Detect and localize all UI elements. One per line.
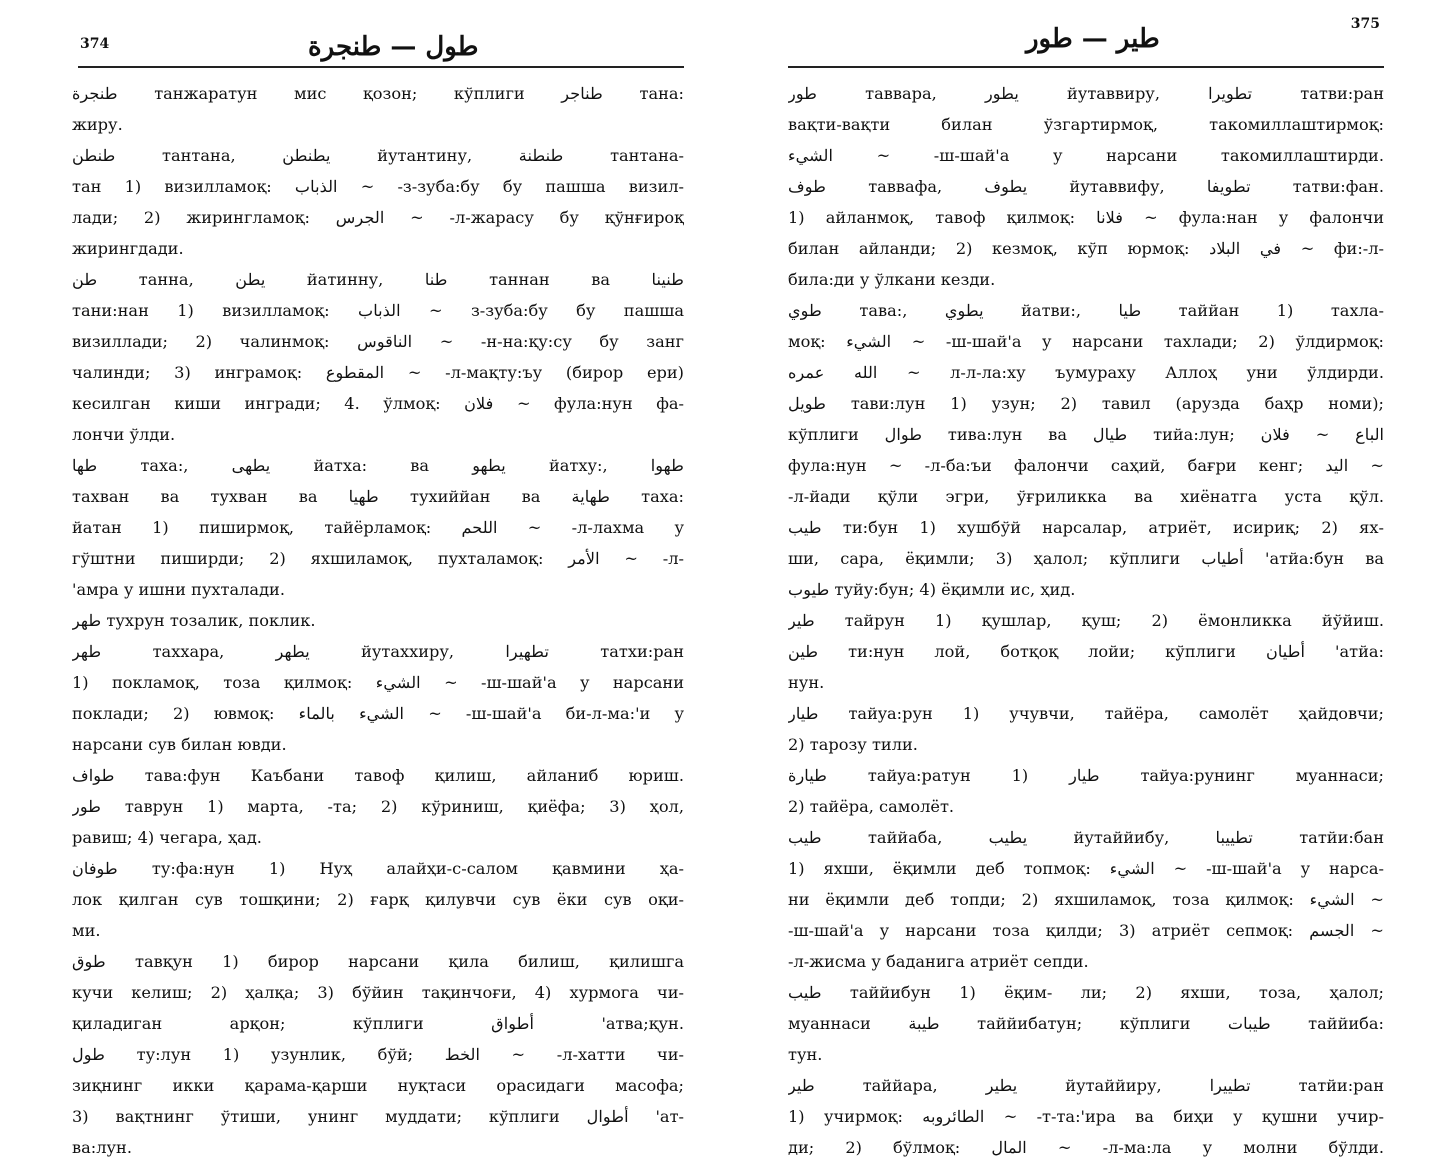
text-line: моқ: الشيء ~ -ш-шай'а у нарсани тахлади; 2) ўлдирмоқ:: [788, 332, 1384, 351]
text-line: -л-йади қўли эгри, ўғриликка ва хиёнатга уста қўл.: [788, 487, 1384, 506]
text-line: الشيء ~ -ш-шай'а у нарсани такомиллаштирди.: [788, 146, 1384, 165]
text-line: طيار тайya:рун 1) учувчи, тайёра, самолёт ҳайдовчи;: [788, 704, 1384, 723]
text-line: 'амра у ишни пухталади.: [72, 580, 285, 599]
text-line: тани:нан 1) визилламоқ: الذباب ~ з-зуба:бу бу пашша: [72, 301, 684, 320]
text-line: фула:нун ~ -л-ба:ъи фалончи саҳий, бағри кенг; اليد ~: [788, 456, 1384, 475]
right-page-header: [788, 14, 1384, 60]
text-line: طيب ти:бун 1) хушбўй нарсалар, атриёт, исириқ; 2) ях-: [788, 518, 1384, 537]
text-line: кесилган киши ингради; 4. ўлмоқ: فلان ~ фула:нун фа-: [72, 394, 684, 413]
text-line: 1) покламоқ, тоза қилмоқ: الشيء ~ -ш-шай'а у нарсани: [72, 673, 684, 692]
text-line: кучи келиш; 2) ҳалқа; 3) бўйин тақинчоғи, 4) хурмога чи-: [72, 983, 684, 1002]
text-line: طير таййара, يطير йутаййиру, تطييرا татйи:ран: [788, 1076, 1384, 1095]
text-line: лончи ўлди.: [72, 425, 176, 444]
text-line: 1) айланмоқ, тавоф қилмоқ: فلانا ~ фула:нан у фалончи: [788, 208, 1384, 227]
left-page-number: 374: [80, 36, 110, 52]
text-line: -л-жисма у баданига атриёт сепди.: [788, 952, 1089, 971]
text-line: визиллади; 2) чалинмоқ: الناقوس ~ -н-на:қу:су бу занг: [72, 332, 684, 351]
text-line: нун.: [788, 673, 825, 692]
text-line: طول ту:лун 1) узунлик, бўй; الخط ~ -л-хатти чи-: [72, 1045, 684, 1064]
text-line: 2) тарозу тили.: [788, 735, 918, 754]
text-line: равиш; 4) чегара, ҳад.: [72, 828, 262, 847]
text-line: гўштни пиширди; 2) яхшиламоқ, пухталамоқ: الأمر ~ -л-: [72, 549, 684, 568]
text-line: жиру.: [72, 115, 123, 134]
text-line: طهر таххара, يطهر йутаххиру, تطهيرا татхи:ран: [72, 642, 684, 661]
text-line: طيب таййибун 1) ёқим- ли; 2) яхши, тоза, ҳалол;: [788, 983, 1384, 1002]
text-line: йатан 1) пиширмоқ, тайёрламоқ: اللحم ~ -л-лахма у: [72, 518, 684, 537]
text-line: ми.: [72, 921, 101, 940]
text-line: лок қилган сув тошқини; 2) ғарқ қилувчи сув ёки сув оқи-: [72, 890, 684, 909]
text-line: طير тайрун 1) қушлар, қуш; 2) ёмонликка йўйиш.: [788, 611, 1384, 630]
text-line: -ш-шай'а у нарсани тоза қилди; 3) атриёт сепмоқ: الجسم ~: [788, 921, 1384, 940]
text-line: طويل тави:лун 1) узун; 2) тавил (арузда баҳр номи);: [788, 394, 1384, 413]
text-line: طهر тухрун тозалик, поклик.: [72, 611, 316, 630]
text-line: طين ти:нун лой, ботқоқ лойи; кўплиги أطيان 'атйа:: [788, 642, 1384, 661]
left-page: [72, 14, 684, 1157]
text-line: вақти-вақти билан ўзгартирмоқ, такомиллаштирмоқ:: [788, 115, 1384, 134]
text-line: тан 1) визилламоқ: الذباب ~ -з-зуба:бу бу пашша визил-: [72, 177, 684, 196]
text-line: 1) яхши, ёқимли деб топмоқ: الشيء ~ -ш-шай'а у нарса-: [788, 859, 1384, 878]
text-line: طيارة тайya:ратун 1) طيار тайya:рунинг муаннаси;: [788, 766, 1384, 785]
text-line: طور таврун 1) марта, -та; 2) кўриниш, қиёфа; 3) ҳол,: [72, 797, 684, 816]
text-line: чалинди; 3) инграмоқ: المقطوع ~ -л-мақту:ъу (бирор ери): [72, 363, 684, 382]
text-line: طوق тавқун 1) бирор нарсани қила билиш, қилишга: [72, 952, 684, 971]
text-line: طيب таййаба, يطيب йутаййибу, تطييبا татйи:бан: [788, 828, 1384, 847]
text-line: ни ёқимли деб топди; 2) яхшиламоқ, тоза қилмоқ: الشيء ~: [788, 890, 1384, 909]
left-page-body: [72, 68, 684, 1163]
text-line: лади; 2) жирингламоқ: الجرس ~ -л-жарасу бу қўнғироқ: [72, 208, 684, 227]
text-line: поклади; 2) ювмоқ: الشيء بالماء ~ -ш-шай'а би-л-ма:'и у: [72, 704, 684, 723]
right-page-body: [788, 68, 1384, 1163]
text-line: طن танна, يطن йатинну, طنا таннан ва طنينا: [72, 270, 684, 289]
right-page-number: 375: [1350, 16, 1380, 32]
text-line: طواف тава:фун Каъбани тавоф қилиш, айланиб юриш.: [72, 766, 684, 785]
text-line: тун.: [788, 1045, 823, 1064]
text-line: кўплиги طوال тива:лун ва طيال тийа:лун; الباع ~ فلان: [788, 425, 1384, 444]
text-line: ди; 2) бўлмоқ: المال ~ -л-ма:ла у молни бўлди.: [788, 1138, 1384, 1157]
text-line: ва:лун.: [72, 1138, 132, 1157]
text-line: 3) вақтнинг ўтиши, унинг муддати; кўплиги أطوال 'ат-: [72, 1107, 684, 1126]
right-page: [788, 14, 1384, 1157]
text-line: тахван ва тухван ва طهيا тухиййан ва طهاية таха:: [72, 487, 684, 506]
left-page-header: [72, 14, 684, 60]
text-line: била:ди у ўлкани кезди.: [788, 270, 996, 289]
text-line: طوف таввафа, يطوف йутаввифу, تطويفا татви:фан.: [788, 177, 1384, 196]
text-line: طيوب туйу:бун; 4) ёқимли ис, ҳид.: [788, 580, 1076, 599]
text-line: билан айланди; 2) кезмоқ, кўп юрмоқ: في البلاد ~ фи:-л-: [788, 239, 1384, 258]
text-line: الله عمره ~ л-л-ла:ху ъумураху Аллоҳ уни ўлдирди.: [788, 363, 1384, 382]
left-running-head: طول — طنجرة: [308, 32, 479, 62]
text-line: طوي тава:, يطوي йатви:, طيا таййан 1) тахла-: [788, 301, 1384, 320]
text-line: муаннаси طيبة таййибатун; кўплиги طيبات таййиба:: [788, 1014, 1384, 1033]
text-line: طوفان ту:фа:нун 1) Нуҳ алайҳи-с-салом қавмини ҳа-: [72, 859, 684, 878]
right-running-head: طير — طور: [1026, 24, 1160, 54]
text-line: нарсани сув билан ювди.: [72, 735, 287, 754]
text-line: طنجرة танжаратун мис қозон; кўплиги طناجر тана:: [72, 84, 684, 103]
text-line: қиладиган арқон; кўплиги أطواق 'атва;қун.: [72, 1014, 684, 1033]
text-line: зиқнинг икки қарама-қарши нуқтаси орасидаги масофа;: [72, 1076, 684, 1095]
text-line: 2) тайёра, самолёт.: [788, 797, 955, 816]
text-line: 1) учирмоқ: الطائروبه ~ -т-та:'ира ва биҳи у қушни учир-: [788, 1107, 1384, 1126]
text-line: طنطن тантана, يطنطن йутантину, طنطنة тантана-: [72, 146, 684, 165]
text-line: жирингдади.: [72, 239, 184, 258]
text-line: طها таха:, يطهى йатха: ва يطهو йатху:, طهوا: [72, 456, 684, 475]
text-line: ши, сара, ёқимли; 3) ҳалол; кўплиги أطياب 'атйа:бун ва: [788, 549, 1384, 568]
text-line: طور таввара, يطور йутаввиру, تطويرا татви:ран: [788, 84, 1384, 103]
